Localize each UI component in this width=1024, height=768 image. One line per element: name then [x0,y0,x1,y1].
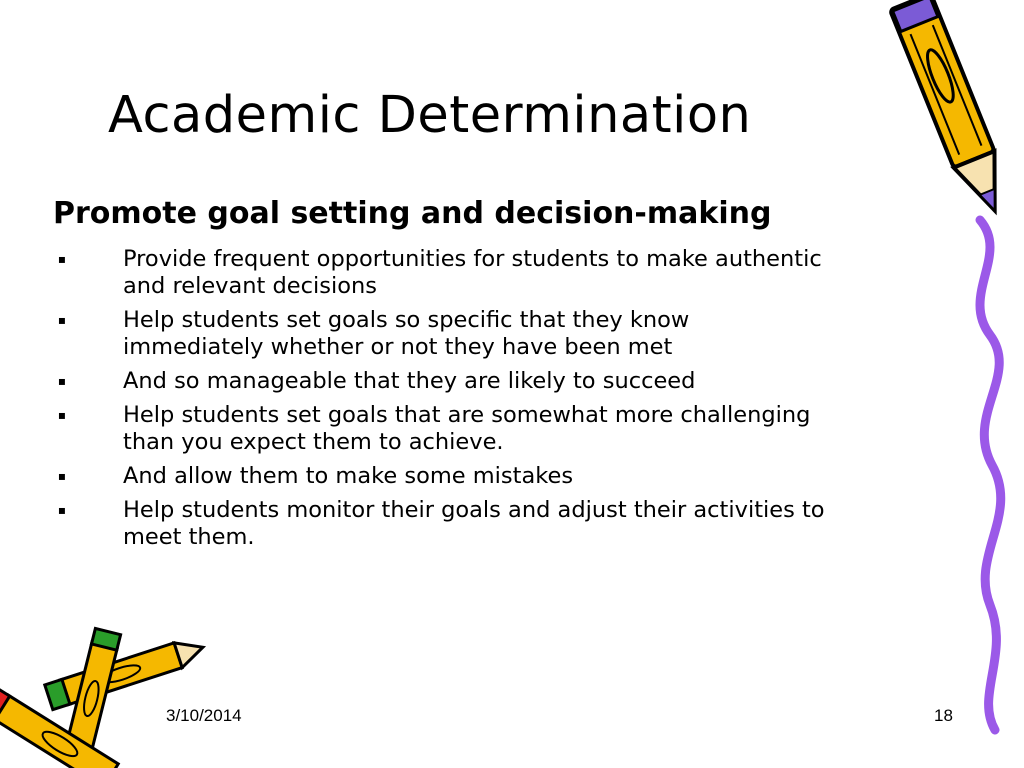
bullet-item [53,246,833,300]
bullet-item [53,402,833,456]
bullet-text: Help students set goals so specific that they know immediately whether or not they have been met [123,307,690,360]
bullet-text: Help students monitor their goals and adjust their activities to meet them. [123,497,825,550]
slide-subtitle: Promote goal setting and decision-making [53,196,772,231]
bullet-text: Provide frequent opportunities for students to make authentic and relevant decisions [123,246,822,299]
bullet-text: And allow them to make some mistakes [123,463,574,489]
bullet-square-icon: ▪ [57,252,67,266]
bullet-text: And so manageable that they are likely to succeed [123,368,696,394]
bullet-item [53,463,833,490]
bullet-square-icon: ▪ [57,374,67,388]
bullet-item [53,368,833,395]
bullet-square-icon: ▪ [57,503,67,517]
bullet-item [53,307,833,361]
bullet-square-icon: ▪ [57,469,67,483]
bullet-square-icon: ▪ [57,313,67,327]
squiggle-ribbon-icon [950,215,1024,735]
crossed-pencils-clipart-icon [0,620,210,768]
footer-date: 3/10/2014 [166,706,242,725]
page-number: 18 [934,706,953,725]
slide-title: Academic Determination [108,86,752,145]
bullet-text: Help students set goals that are somewhat more challenging than you expect them to achieve. [123,402,811,455]
bullet-square-icon: ▪ [57,408,67,422]
bullet-list [53,246,833,558]
bullet-item [53,497,833,551]
pencil-clipart-icon [860,0,1024,250]
